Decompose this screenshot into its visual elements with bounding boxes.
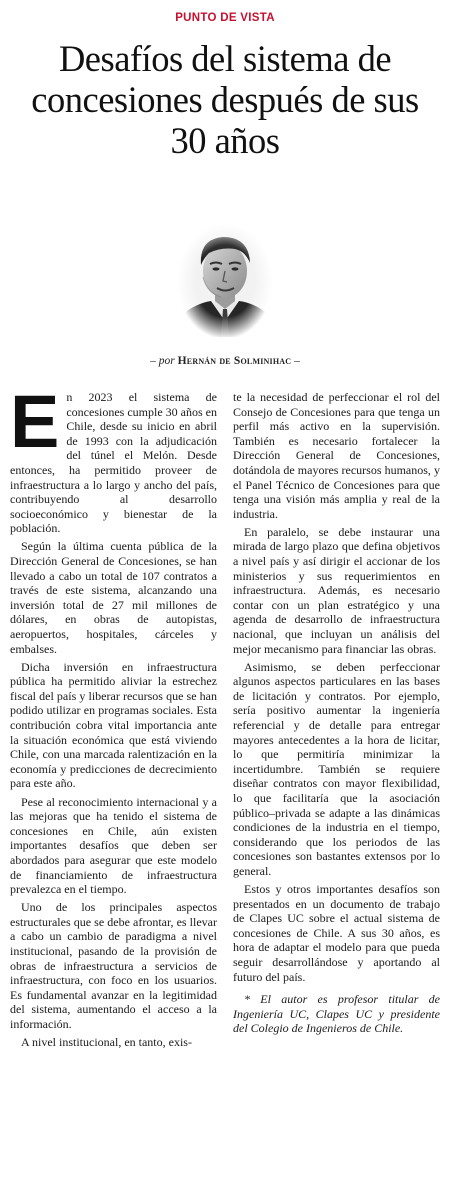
- article-paragraph: Según la última cuenta pública de la Dirección General de Concesiones, se han llevado a cabo un total de 107 contratos a través de este sistema, alcanzando una inversión total de 27 mil millones de dólares, en obras de autopistas, aeropuertos, hospitales, cárceles y embalses.: [10, 539, 217, 656]
- drop-cap: E: [10, 380, 60, 463]
- article-paragraph: En paralelo, se debe instaurar una mirada de largo plazo que defina objetivos a nivel país y así dirigir el accionar de los ministerios y sus requerimientos en infraestructura. Además, es necesario contar con un plan estratégico y una agenda de desarrollo de infraestructura nacional, que incluyan un análisis del mejor mecanismo para financiar las obras.: [233, 524, 440, 656]
- byline-suffix: –: [294, 355, 300, 367]
- article-paragraph: Uno de los principales aspectos estructurales que se debe afrontar, es llevar a cabo un cambio de paradigma a nivel institucional, pasando de la provisión de obras de infraestructura a servicios de infraestructura, con foco en los usuarios. Es fundamental avanzar en la legitimidad del sistema, aumentando el acceso a la información.: [10, 900, 217, 1031]
- article-paragraph: [10, 380, 217, 536]
- paragraph-text: n 2023 el sistema de concesiones cumple 30 años en Chile, desde su inicio en abril de 1993 con la adjudicación del túnel el Melón. Desde entonces, ha permitido proveer de infraestructura a lo largo y ancho del país, contribuyendo al desarrollo socioeconómico y bienestar de la población.: [10, 390, 217, 536]
- headline: Desafíos del sistema de concesiones después de sus 30 años: [31, 38, 419, 161]
- author-name: Hernán de Solminihac: [177, 355, 292, 367]
- author-portrait: [177, 225, 273, 337]
- article-paragraph: Estos y otros importantes desafíos son presentados en un documento de trabajo de Clapes UC sobre el actual sistema de concesiones de Chile. A sus 30 años, es hora de adaptar el modelo para que pueda seguir desarrollándose y aportando al futuro del país.: [233, 882, 440, 984]
- byline: [10, 355, 440, 367]
- article-body: [10, 380, 440, 1053]
- section-tag: PUNTO DE VISTA: [175, 12, 275, 24]
- article-paragraph: te la necesidad de perfeccionar el rol del Consejo de Concesiones para que tenga un perfil más activo en la supervisión. También es necesario fortalecer la Dirección General de Concesiones, dotándola de mayores recursos humanos, y el Panel Técnico de Concesiones para que tenga una visión más amplia y real de la industria.: [233, 390, 440, 521]
- article-paragraph: Pese al reconocimiento internacional y a las mejoras que ha tenido el sistema de concesiones en Chile, aún existen importantes desafíos que deben ser abordados para asegurar que este modelo de financiamiento de infraestructura prevalezca en el tiempo.: [10, 794, 217, 897]
- right-column: [233, 390, 440, 1053]
- byline-prefix: – por: [150, 355, 175, 367]
- article-paragraph: Asimismo, se deben perfeccionar algunos aspectos particulares en las bases de licitación y contratos. Por ejemplo, sería positivo aumentar la ingeniería referencial y de detalle para entregar mayores antecedentes a la hora de licitar, lo que permitiría minimizar la incertidumbre. También se requiere diseñar contratos con mayor flexibilidad, lo que facilitaría que la asociación público–privada se adapte a las dinámicas condiciones de la industria en el tiempo, considerando que los periodos de las concesiones son bastantes extensos por lo general.: [233, 659, 440, 878]
- left-column: [10, 380, 217, 1053]
- article-paragraph: A nivel institucional, en tanto, exis-: [21, 1035, 192, 1050]
- author-note: * El autor es profesor titular de Ingeniería UC, Clapes UC y presidente del Colegio de Ingenieros de Chile.: [233, 992, 440, 1036]
- portrait-container: [10, 225, 440, 337]
- article-paragraph: Dicha inversión en infraestructura pública ha permitido aliviar la estrechez fiscal del país y liberar recursos que se han podido utilizar en programas sociales. Esta contribución cobra vital importancia ante la situación económica que está viviendo Chile, con una marcada ralentización en la economía y predicciones de decrecimiento para este año.: [10, 659, 217, 791]
